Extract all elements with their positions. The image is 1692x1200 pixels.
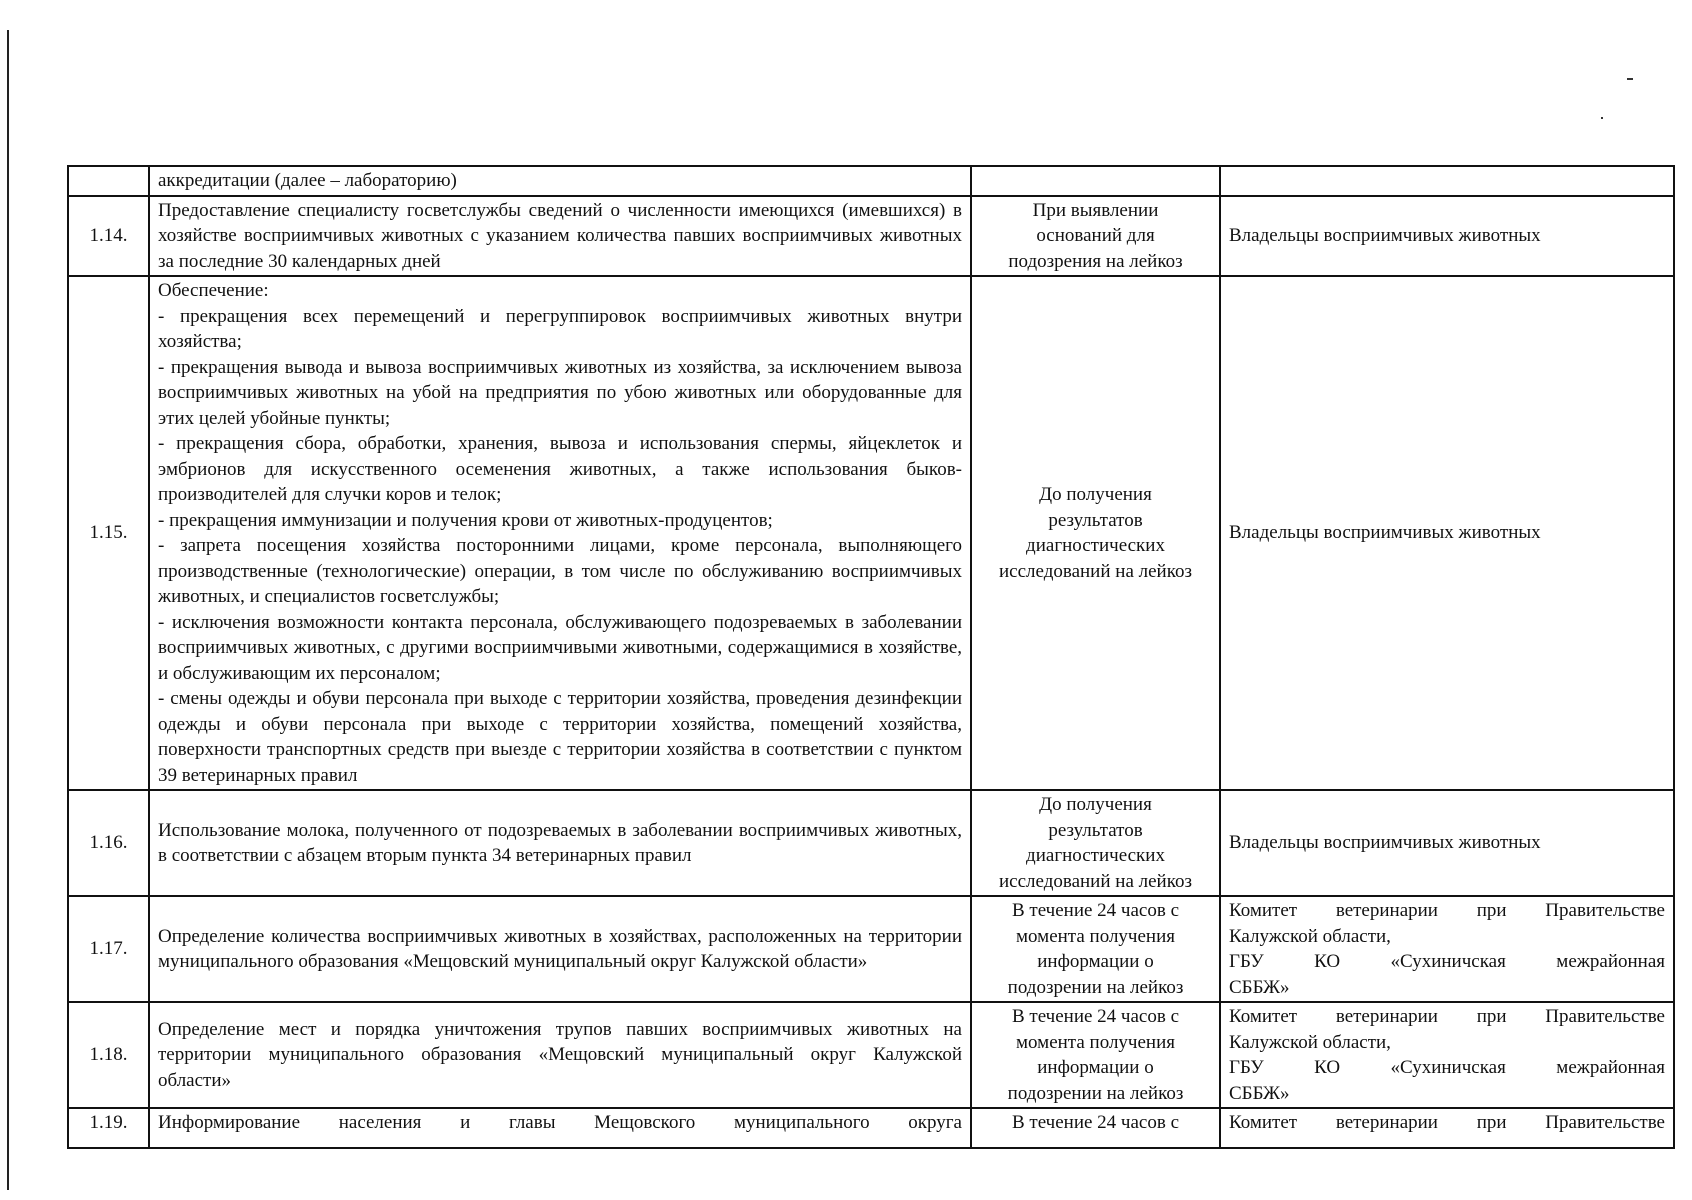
measure-description: аккредитации (далее – лабораторию): [149, 166, 971, 196]
item-number: [68, 166, 149, 196]
item-number: 1.16.: [68, 790, 149, 896]
table-row: [68, 1002, 1674, 1108]
table-row: [68, 166, 1674, 196]
table-row: [68, 276, 1674, 790]
responsible-cell: [1220, 166, 1674, 196]
item-number: 1.15.: [68, 276, 149, 790]
scan-speck: [1601, 117, 1603, 119]
table-row: [68, 196, 1674, 277]
deadline-cell: [971, 166, 1220, 196]
measure-description: Определение количества восприимчивых животных в хозяйствах, расположенных на территории муниципального образования «Мещовский муниципальный округ Калужской области»: [149, 896, 971, 1002]
deadline-cell: В течение 24 часов с момента получения информации о подозрении на лейкоз: [971, 896, 1220, 1002]
responsible-cell: Комитет ветеринарии при Правительстве Калужской области, ГБУ КО «Сухиничская межрайонная СББЖ»: [1220, 1002, 1674, 1108]
responsible-cell: Владельцы восприимчивых животных: [1220, 276, 1674, 790]
measure-description: Использование молока, полученного от подозреваемых в заболевании восприимчивых животных, в соответствии с абзацем вторым пункта 34 ветеринарных правил: [149, 790, 971, 896]
item-number: 1.18.: [68, 1002, 149, 1108]
deadline-cell: При выявлении оснований для подозрения на лейкоз: [971, 196, 1220, 277]
measure-description: Определение мест и порядка уничтожения трупов павших восприимчивых животных на территории муниципального образования «Мещовский муниципальный округ Калужской области»: [149, 1002, 971, 1108]
responsible-cell: Комитет ветеринарии при Правительстве Калужской области, ГБУ КО «Сухиничская межрайонная СББЖ»: [1220, 896, 1674, 1002]
table-row: [68, 896, 1674, 1002]
measure-description: Информирование населения и главы Мещовского муниципального округа: [149, 1108, 971, 1148]
item-number: 1.19.: [68, 1108, 149, 1148]
measures-table: [67, 165, 1675, 1149]
table-row: [68, 790, 1674, 896]
responsible-cell: Комитет ветеринарии при Правительстве: [1220, 1108, 1674, 1148]
measure-description: Предоставление специалисту госветслужбы сведений о численности имеющихся (имевшихся) в хозяйстве восприимчивых животных с указанием количества павших восприимчивых животных за последние 30 календарных дней: [149, 196, 971, 277]
responsible-cell: Владельцы восприимчивых животных: [1220, 196, 1674, 277]
deadline-cell: В течение 24 часов с момента получения информации о подозрении на лейкоз: [971, 1002, 1220, 1108]
responsible-cell: Владельцы восприимчивых животных: [1220, 790, 1674, 896]
item-number: 1.14.: [68, 196, 149, 277]
deadline-cell: До получения результатов диагностических исследований на лейкоз: [971, 276, 1220, 790]
scan-edge-line: [7, 30, 9, 1190]
deadline-cell: До получения результатов диагностических исследований на лейкоз: [971, 790, 1220, 896]
scan-speck: [1627, 78, 1633, 80]
item-number: 1.17.: [68, 896, 149, 1002]
measure-description: Обеспечение: - прекращения всех перемещений и перегруппировок восприимчивых животных внутри хозяйства; - прекращения вывода и вывоза восприимчивых животных из хозяйства, за исключением вывоза восприимчивых животных на убой на предприятия по убою животных или оборудованные для этих целей убойные пункты; - прекращения сбора, обработки, хранения, вывоза и использования спермы, яйцеклеток и эмбрионов для искусственного осеменения животных, а также использования быков-производителей для случки коров и телок; - прекращения иммунизации и получения крови от животных-продуцентов; - запрета посещения хозяйства посторонними лицами, кроме персонала, выполняющего производственные (технологические) операции, в том числе по обслуживанию восприимчивых животных, и специалистов госветслужбы; - исключения возможности контакта персонала, обслуживающего подозреваемых в заболевании восприимчивых животных, с другими восприимчивыми животными, содержащимися в хозяйстве, и обслуживающим их персоналом; - смены одежды и обуви персонала при выходе с территории хозяйства, проведения дезинфекции одежды и обуви персонала при выходе с территории хозяйства, помещений хозяйства, поверхности транспортных средств при выезде с территории хозяйства в соответствии с пунктом 39 ветеринарных правил: [149, 276, 971, 790]
deadline-cell: В течение 24 часов с: [971, 1108, 1220, 1148]
table-row: [68, 1108, 1674, 1148]
